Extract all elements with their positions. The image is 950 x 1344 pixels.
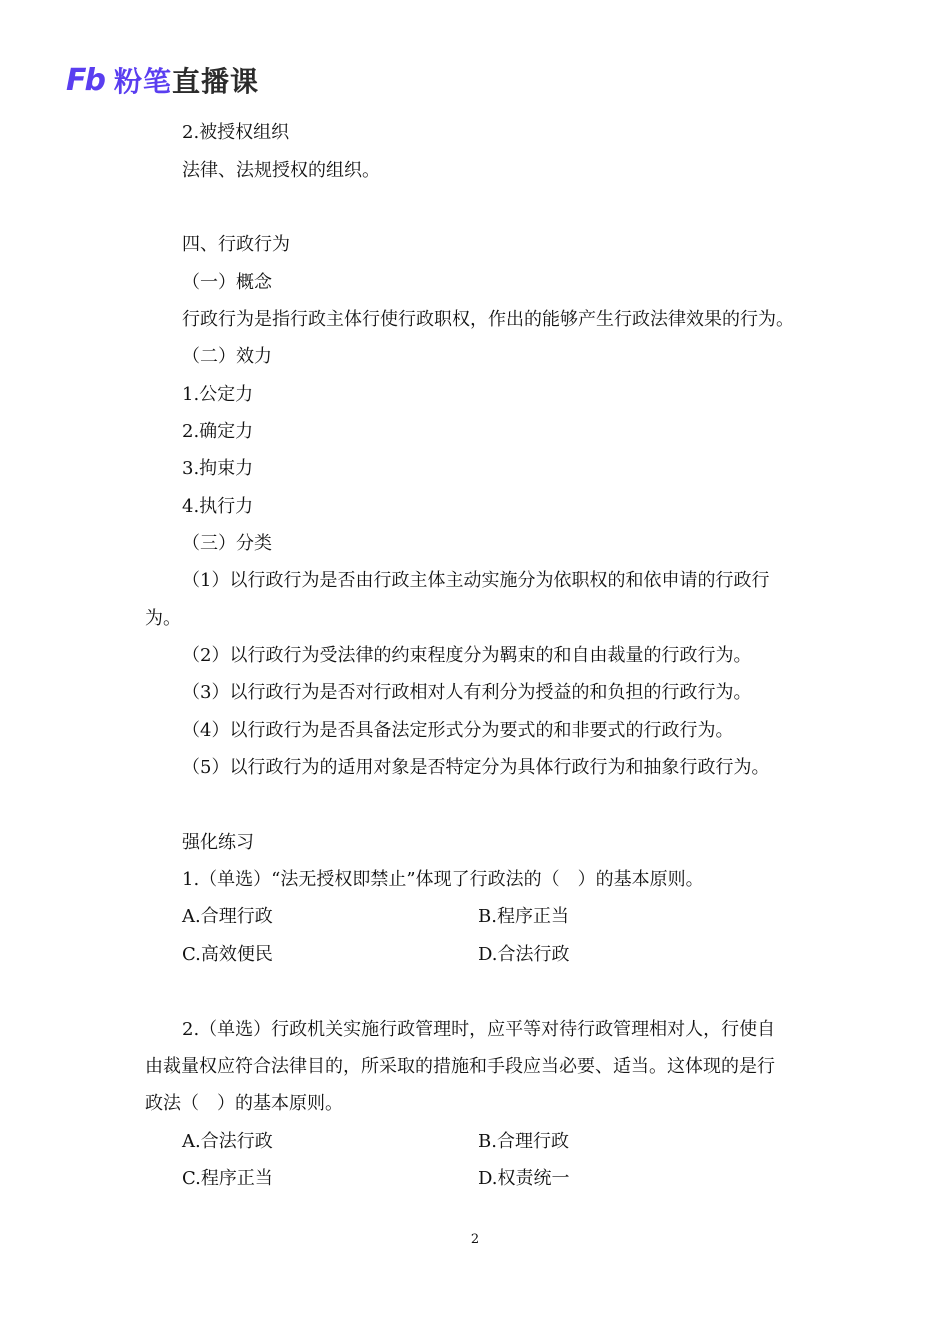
practice-heading: 强化练习 — [182, 832, 254, 853]
question-2-option-a: A.合法行政 — [182, 1131, 273, 1152]
question-2-option-c: C.程序正当 — [182, 1168, 273, 1189]
question-1-option-c: C.高效便民 — [182, 944, 273, 965]
list-item: 1.公定力 — [182, 384, 254, 405]
logo-brand-accent: 粉笔 — [113, 65, 172, 98]
logo-brand-rest: 直播课 — [171, 65, 259, 98]
subsection-heading: （二）效力 — [182, 346, 272, 367]
question-2-stem: 政法（ ）的基本原则。 — [145, 1093, 343, 1114]
question-1-option-a: A.合理行政 — [182, 906, 273, 927]
fenbi-logo — [66, 62, 259, 98]
subsection-heading: （一）概念 — [182, 272, 272, 293]
question-1-option-d: D.合法行政 — [478, 944, 570, 965]
question-2-stem: 2.（单选）行政机关实施行政管理时，应平等对待行政管理相对人，行使自 — [182, 1019, 776, 1040]
logo-mark: Fb — [66, 62, 104, 98]
heading-authorized-org: 2.被授权组织 — [182, 122, 290, 143]
subsection-heading: （三）分类 — [182, 533, 272, 554]
question-2-option-b: B.合理行政 — [478, 1131, 569, 1152]
list-item: 4.执行力 — [182, 496, 254, 517]
list-item-continuation: 为。 — [145, 608, 181, 629]
question-2-stem: 由裁量权应符合法律目的，所采取的措施和手段应当必要、适当。这体现的是行 — [145, 1056, 775, 1077]
list-item: 3.拘束力 — [182, 458, 254, 479]
list-item: 2.确定力 — [182, 421, 254, 442]
paragraph: 行政行为是指行政主体行使行政职权，作出的能够产生行政法律效果的行为。 — [182, 309, 794, 330]
list-item: （2）以行政行为受法律的约束程度分为羁束的和自由裁量的行政行为。 — [182, 645, 752, 666]
list-item: （3）以行政行为是否对行政相对人有利分为授益的和负担的行政行为。 — [182, 682, 752, 703]
section-heading: 四、行政行为 — [182, 234, 290, 255]
question-2-option-d: D.权责统一 — [478, 1168, 570, 1189]
question-1-stem: 1.（单选）“法无授权即禁止”体现了行政法的（ ）的基本原则。 — [182, 869, 704, 890]
page-number: 2 — [470, 1232, 480, 1247]
question-1-option-b: B.程序正当 — [478, 906, 569, 927]
list-item: （4）以行政行为是否具备法定形式分为要式的和非要式的行政行为。 — [182, 720, 734, 741]
paragraph: 法律、法规授权的组织。 — [182, 160, 380, 181]
list-item: （1）以行政行为是否由行政主体主动实施分为依职权的和依申请的行政行 — [182, 570, 770, 591]
list-item: （5）以行政行为的适用对象是否特定分为具体行政行为和抽象行政行为。 — [182, 757, 770, 778]
